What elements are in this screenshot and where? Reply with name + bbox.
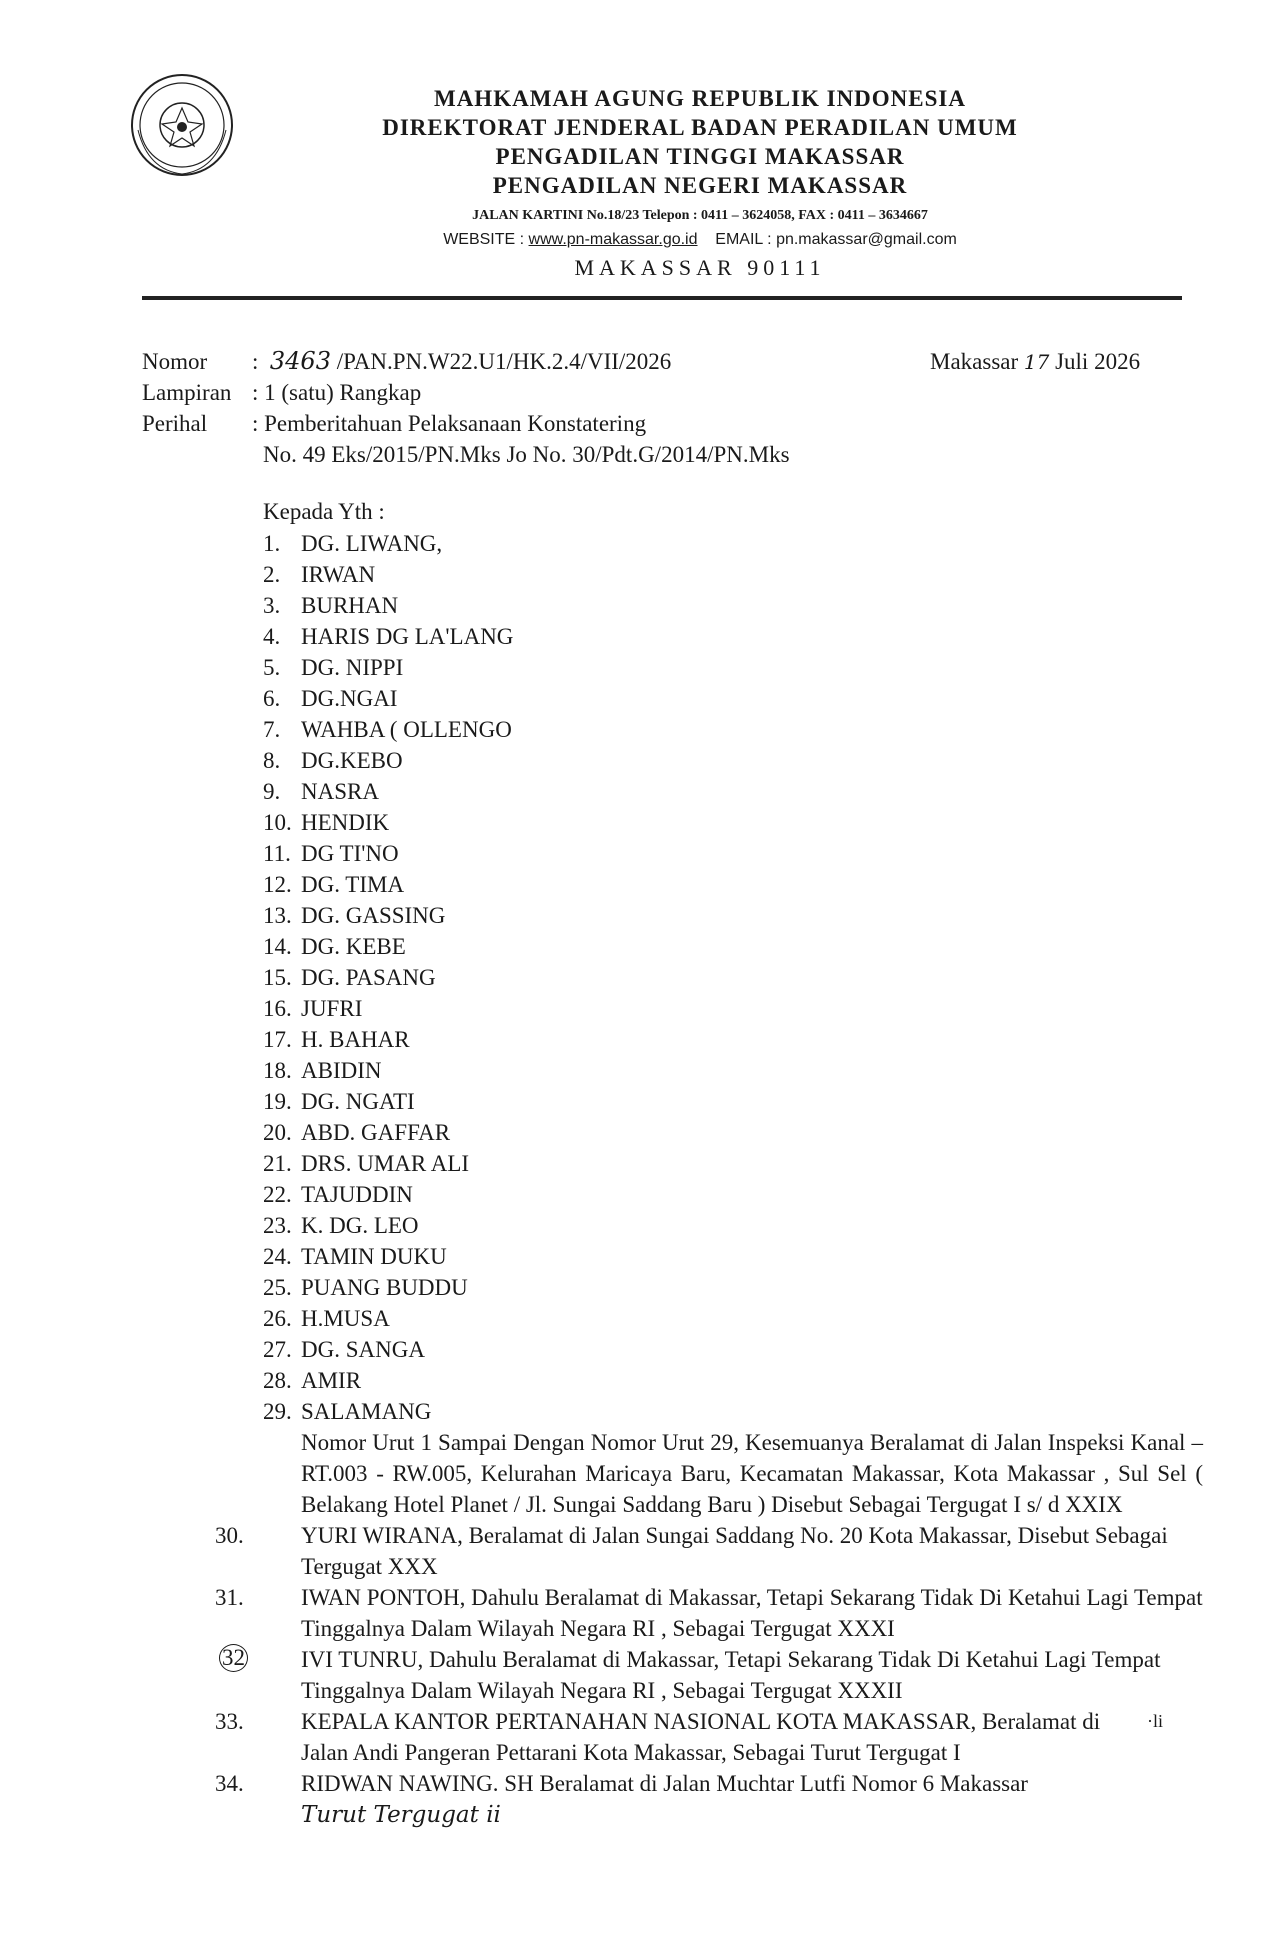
list-item-number: 19.	[263, 1089, 292, 1114]
list-item-number: 24.	[263, 1244, 292, 1269]
group-note-text: Nomor Urut 1 Sampai Dengan Nomor Urut 29, Kesemuanya Beralamat di Jalan Inspeksi Kanal –RT.003 - RW.005, Kelurahan Maricaya Baru, Kecamatan Makassar, Kota Makassar , Sul Sel ( Belakang Hotel Planet / Jl. Sungai Saddang Baru ) Disebut Sebagai Tergugat I s/ d XXIX	[301, 1430, 1203, 1517]
list-item	[263, 714, 1203, 745]
list-item-text: YURI WIRANA, Beralamat di Jalan Sungai Saddang No. 20 Kota Makassar, Disebut Sebagai Tergugat XXX	[301, 1523, 1168, 1579]
list-item	[263, 1179, 1203, 1210]
list-item-text: IVI TUNRU, Dahulu Beralamat di Makassar, Tetapi Sekarang Tidak Di Ketahui Lagi Tempat Tinggalnya Dalam Wilayah Negara RI , Sebagai Tergugat XXXII	[301, 1647, 1161, 1703]
list-item-text: DG. GASSING	[301, 903, 446, 928]
list-item	[215, 1706, 1203, 1768]
nomor-separator: :	[252, 349, 259, 374]
list-item	[263, 776, 1203, 807]
list-item	[263, 1365, 1203, 1396]
nomor-rest: /PAN.PN.W22.U1/HK.2.4/VII/2026	[330, 349, 672, 374]
list-item-number: 31.	[215, 1585, 244, 1610]
recipient-list	[215, 528, 1203, 1831]
letterhead-contact	[250, 228, 1150, 252]
list-item-number: 14.	[263, 934, 292, 959]
list-item	[263, 1148, 1203, 1179]
list-item	[263, 1334, 1203, 1365]
letterhead-line-4: PENGADILAN NEGERI MAKASSAR	[492, 173, 908, 198]
list-item-text: NASRA	[301, 779, 379, 804]
list-item	[263, 621, 1203, 652]
list-item-number: 12.	[263, 872, 292, 897]
list-item-text: DG TI'NO	[301, 841, 399, 866]
list-item-number: 22.	[263, 1182, 292, 1207]
handwritten-mark: ·li	[1147, 1711, 1163, 1731]
list-item-text: ABD. GAFFAR	[301, 1120, 451, 1145]
list-item-number: 27.	[263, 1337, 292, 1362]
letterhead-city: MAKASSAR 90111	[574, 255, 826, 280]
list-item-text: JUFRI	[301, 996, 363, 1021]
list-item-number: 17.	[263, 1027, 292, 1052]
list-item-number: 13.	[263, 903, 292, 928]
list-item-number: 1.	[263, 531, 281, 556]
list-item-text: DG. KEBE	[301, 934, 406, 959]
letterhead	[250, 84, 1150, 284]
date-rest: Juli 2026	[1055, 349, 1141, 374]
list-item-number: 6.	[263, 686, 281, 711]
list-item-text: WAHBA ( OLLENGO	[301, 717, 512, 742]
list-item-text: DG. NIPPI	[301, 655, 404, 680]
list-item-number: 15.	[263, 965, 292, 990]
list-item-text: DG.NGAI	[301, 686, 398, 711]
list-item	[263, 1396, 1203, 1427]
list-item-number: 23.	[263, 1213, 292, 1238]
website-link[interactable]: www.pn-makassar.go.id	[528, 231, 698, 248]
date-city: Makassar	[930, 349, 1019, 374]
list-item-text: DG. PASANG	[301, 965, 436, 990]
email-label: EMAIL :	[715, 231, 772, 248]
list-item	[263, 1086, 1203, 1117]
date-day-handwritten: 17	[1023, 350, 1050, 374]
list-item	[263, 1303, 1203, 1334]
list-item-text: HENDIK	[301, 810, 390, 835]
website-label: WEBSITE :	[443, 231, 525, 248]
list-item-number: 7.	[263, 717, 281, 742]
list-item-text: TAMIN DUKU	[301, 1244, 447, 1269]
list-item-text: PUANG BUDDU	[301, 1275, 468, 1300]
list-item-text: ABIDIN	[301, 1058, 382, 1083]
recipient-items	[263, 528, 1203, 1427]
list-item-number: 11.	[263, 841, 291, 866]
list-item-number: 21.	[263, 1151, 292, 1176]
nomor-label: Nomor	[142, 349, 208, 374]
list-item	[263, 900, 1203, 931]
list-item-text: IRWAN	[301, 562, 376, 587]
list-item-number: 9.	[263, 779, 281, 804]
perihal-label: Perihal	[142, 411, 208, 436]
list-item-text: H. BAHAR	[301, 1027, 410, 1052]
list-item	[263, 1024, 1203, 1055]
list-item	[263, 1272, 1203, 1303]
list-item	[263, 1117, 1203, 1148]
list-item-number: 18.	[263, 1058, 292, 1083]
letterhead-line-1: MAHKAMAH AGUNG REPUBLIK INDONESIA	[433, 86, 966, 111]
list-item	[263, 590, 1203, 621]
letterhead-line-3: PENGADILAN TINGGI MAKASSAR	[495, 144, 905, 169]
letterhead-address: JALAN KARTINI No.18/23 Telepon : 0411 – 3624058, FAX : 0411 – 3634667	[472, 208, 928, 223]
list-item	[263, 683, 1203, 714]
list-item-number: 8.	[263, 748, 281, 773]
perihal-value-2: No. 49 Eks/2015/PN.Mks Jo No. 30/Pdt.G/2014/PN.Mks	[263, 442, 790, 467]
list-item	[215, 1768, 1203, 1831]
kepada-yth: Kepada Yth :	[263, 499, 385, 524]
list-item-text: K. DG. LEO	[301, 1213, 419, 1238]
list-item-number: 30.	[215, 1523, 244, 1548]
list-item	[263, 1241, 1203, 1272]
list-item-text: BURHAN	[301, 593, 399, 618]
list-item-number: 3.	[263, 593, 281, 618]
list-item	[263, 652, 1203, 683]
list-item-text: DG. SANGA	[301, 1337, 425, 1362]
nomor-value	[252, 346, 671, 377]
list-item-number: 4.	[263, 624, 281, 649]
email-value: pn.makassar@gmail.com	[776, 231, 957, 248]
list-item	[263, 869, 1203, 900]
list-item-number: 26.	[263, 1306, 292, 1331]
list-item	[263, 1055, 1203, 1086]
list-item-text: TAJUDDIN	[301, 1182, 413, 1207]
letter-date	[930, 346, 1140, 378]
list-item-number: 28.	[263, 1368, 292, 1393]
list-item	[263, 931, 1203, 962]
list-item-text: H.MUSA	[301, 1306, 390, 1331]
list-item	[263, 745, 1203, 776]
list-item	[263, 528, 1203, 559]
list-item	[215, 1520, 1203, 1582]
list-item-number: 16.	[263, 996, 292, 1021]
list-item-text: DG. LIWANG,	[301, 531, 443, 556]
letterhead-divider	[142, 296, 1182, 300]
nomor-handwritten: 3463	[269, 347, 331, 375]
list-item	[263, 962, 1203, 993]
list-item	[215, 1582, 1203, 1644]
court-seal-logo	[128, 70, 236, 180]
list-item-text: IWAN PONTOH, Dahulu Beralamat di Makassar, Tetapi Sekarang Tidak Di Ketahui Lagi Tempat Tinggalnya Dalam Wilayah Negara RI , Sebagai Tergugat XXXI	[301, 1585, 1203, 1641]
list-item-text: DRS. UMAR ALI	[301, 1151, 470, 1176]
list-item-text: HARIS DG LA'LANG	[301, 624, 514, 649]
list-item-text: DG. NGATI	[301, 1089, 415, 1114]
list-item-text: AMIR	[301, 1368, 362, 1393]
list-item-number: 20.	[263, 1120, 292, 1145]
list-item-text: KEPALA KANTOR PERTANAHAN NASIONAL KOTA MAKASSAR, Beralamat di Jalan Andi Pangeran Pettarani Kota Makassar, Sebagai Turut Tergugat I	[301, 1709, 1101, 1765]
list-item	[263, 838, 1203, 869]
list-item	[263, 559, 1203, 590]
list-item-number: 10.	[263, 810, 292, 835]
list-item-text: DG.KEBO	[301, 748, 403, 773]
lampiran-label: Lampiran	[142, 380, 232, 405]
list-item-number: 34.	[215, 1771, 244, 1796]
list-item	[263, 993, 1203, 1024]
list-item	[263, 1210, 1203, 1241]
list-item-number: 2.	[263, 562, 281, 587]
handwritten-annotation: Turut Tergugat ii	[301, 1802, 501, 1828]
perihal-value: : Pemberitahuan Pelaksanaan Konstatering	[252, 411, 647, 436]
list-item-number: 33.	[215, 1709, 244, 1734]
list-item	[263, 807, 1203, 838]
list-item	[222, 1644, 1203, 1706]
list-item-number-circled: 32	[219, 1644, 248, 1672]
lampiran-value: : 1 (satu) Rangkap	[252, 380, 422, 405]
letterhead-line-2: DIREKTORAT JENDERAL BADAN PERADILAN UMUM	[382, 115, 1018, 140]
list-item-number: 5.	[263, 655, 281, 680]
list-item-number: 29.	[263, 1399, 292, 1424]
recipient-group-note	[263, 1427, 1203, 1520]
list-item-text: SALAMANG	[301, 1399, 432, 1424]
list-item-text: RIDWAN NAWING. SH Beralamat di Jalan Muchtar Lutfi Nomor 6 Makassar	[301, 1771, 1028, 1796]
list-item-text: DG. TIMA	[301, 872, 405, 897]
list-item-number: 25.	[263, 1275, 292, 1300]
